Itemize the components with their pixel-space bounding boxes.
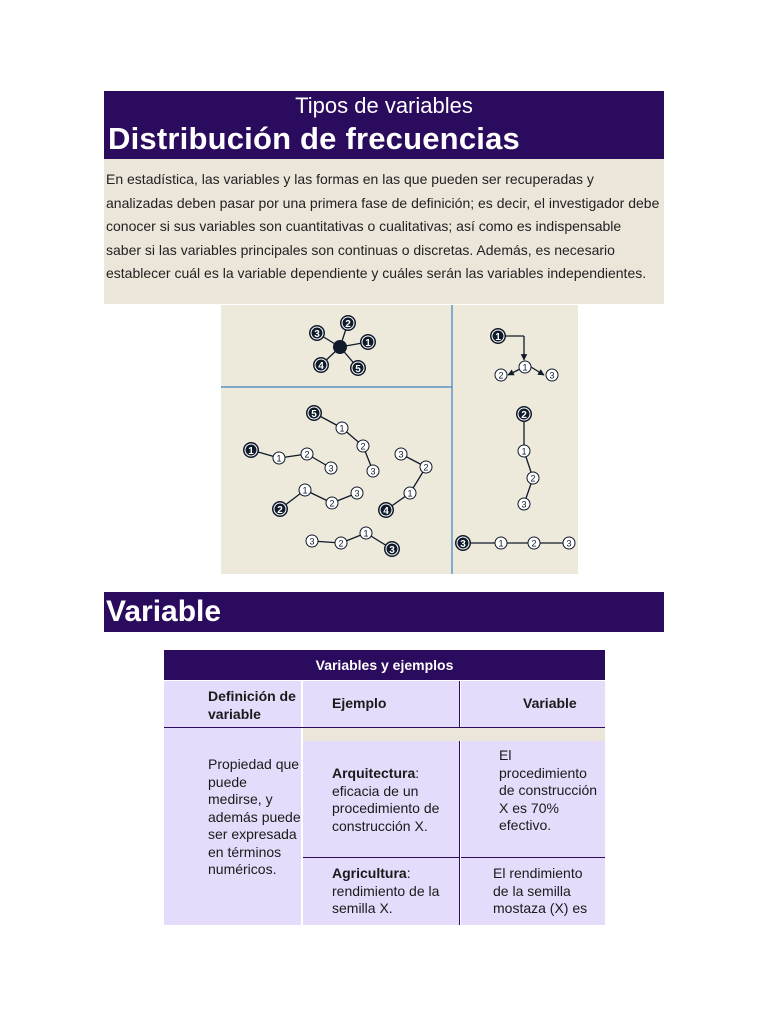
variables-diagram xyxy=(221,305,578,574)
example-cell-agricultura xyxy=(303,858,460,925)
chain-3-node xyxy=(335,537,347,549)
chain-2-node xyxy=(299,484,311,496)
vertical-chain-node xyxy=(527,472,539,484)
star-node xyxy=(340,315,356,331)
horizontal-chain-node xyxy=(455,535,471,551)
diagram-node-label: 3 xyxy=(398,449,404,460)
star-node xyxy=(313,357,329,373)
diagram-node-label: 2 xyxy=(360,441,366,452)
branch-node xyxy=(519,361,531,373)
star-hub xyxy=(333,340,347,354)
chain-2-node xyxy=(351,487,363,499)
diagram-node-label: 1 xyxy=(407,488,413,499)
diagram-node-label: 4 xyxy=(383,506,389,517)
chain-5-node xyxy=(367,465,379,477)
chain-4-node xyxy=(404,487,416,499)
page-title: Distribución de frecuencias xyxy=(108,121,520,156)
example-text: : eficacia de un procedimiento de construcción X. xyxy=(332,765,440,834)
diagram-node-label: 3 xyxy=(314,329,320,340)
branch-arrow xyxy=(531,367,544,375)
header-banner xyxy=(104,91,664,159)
diagram-node-label: 1 xyxy=(521,446,527,457)
vertical-chain-node xyxy=(518,498,530,510)
diagram-node-label: 1 xyxy=(498,538,504,549)
chain-1-node xyxy=(325,462,337,474)
chain-3-node xyxy=(360,527,372,539)
diagram-node-label: 1 xyxy=(365,338,371,349)
diagram-node-label: 2 xyxy=(338,538,344,549)
diagram-node-label: 2 xyxy=(345,319,351,330)
chain-4-node xyxy=(378,502,394,518)
chain-1-node xyxy=(273,452,285,464)
diagram-node-label: 3 xyxy=(389,545,395,556)
spacer-band xyxy=(303,728,605,741)
vertical-chain-node xyxy=(518,445,530,457)
diagram-node-label: 1 xyxy=(276,453,282,464)
example-domain: Arquitectura xyxy=(332,765,416,781)
diagram-node-label: 3 xyxy=(354,488,360,499)
intro-paragraph: En estadística, las variables y las formas en las que pueden ser recuperadas y analizadas deben pasar por una primera fase de definición; es decir, el investigador debe conocer si sus variables son cuantitativas o cualitativas; así como es indispensable saber si las variables principales son continuas o discretas. Además, es necesario establecer cuál es la variable dependiente y cuáles serán las variables independientes. xyxy=(104,159,664,304)
diagram-node-label: 1 xyxy=(302,485,308,496)
chain-4-node xyxy=(395,448,407,460)
chain-3-node xyxy=(306,535,318,547)
example-text: : rendimiento de la semilla X. xyxy=(332,865,440,916)
diagram-node-label: 2 xyxy=(423,462,429,473)
section-title: Variable xyxy=(106,595,222,628)
diagram-node-label: 2 xyxy=(530,473,536,484)
diagram-node-label: 2 xyxy=(277,505,283,516)
diagram-node-label: 2 xyxy=(498,370,504,381)
horizontal-chain-node xyxy=(495,537,507,549)
horizontal-chain-node xyxy=(528,537,540,549)
chain-1-node xyxy=(243,442,259,458)
definition-cell: Propiedad que puede medirse, y además puede ser expresada en términos numéricos. xyxy=(164,728,302,925)
diagram-node-label: 5 xyxy=(311,409,317,420)
diagram-node-label: 3 xyxy=(521,499,527,510)
chain-2-node xyxy=(326,497,338,509)
chain-5-node xyxy=(357,440,369,452)
diagram-node-label: 1 xyxy=(339,423,345,434)
star-node xyxy=(309,325,325,341)
variable-cell-agricultura: El rendimiento de la semilla mostaza (X) es xyxy=(461,858,605,925)
diagram-node-label: 4 xyxy=(318,361,324,372)
diagram-node-label: 2 xyxy=(329,498,335,509)
diagram-node-label: 3 xyxy=(328,463,334,474)
variable-cell-arquitectura: El procedimiento de construcción X es 70% efectivo. xyxy=(461,741,605,858)
diagram-node-label: 1 xyxy=(495,332,501,343)
diagram-node-label: 1 xyxy=(522,362,528,373)
page-subtitle: Tipos de variables xyxy=(295,93,473,118)
chain-3-node xyxy=(384,541,400,557)
vertical-chain-node xyxy=(516,406,532,422)
diagram-node-label: 2 xyxy=(531,538,537,549)
diagram-node-label: 3 xyxy=(460,539,466,550)
chain-2-node xyxy=(272,501,288,517)
chain-4-node xyxy=(420,461,432,473)
chain-5-node xyxy=(306,405,322,421)
diagram-node-label: 3 xyxy=(309,536,315,547)
variables-table xyxy=(164,650,605,925)
diagram-node-label: 5 xyxy=(355,364,361,375)
header-definicion: Definición de variable xyxy=(164,681,302,727)
diagram-node-label: 3 xyxy=(566,538,572,549)
branch-node xyxy=(546,369,558,381)
chain-5-node xyxy=(336,422,348,434)
diagram-node-label: 3 xyxy=(549,370,555,381)
table-caption: Variables y ejemplos xyxy=(164,650,605,680)
branch-node xyxy=(495,369,507,381)
branch-node xyxy=(490,328,506,344)
example-domain: Agricultura xyxy=(332,865,407,881)
diagram-node-label: 3 xyxy=(370,466,376,477)
diagram-node-label: 1 xyxy=(363,528,369,539)
example-cell-arquitectura xyxy=(303,741,460,858)
diagram-node-label: 1 xyxy=(248,446,254,457)
star-node xyxy=(360,334,376,350)
star-node xyxy=(350,360,366,376)
header-ejemplo: Ejemplo xyxy=(303,681,460,727)
horizontal-chain-node xyxy=(563,537,575,549)
diagram-node-label: 2 xyxy=(304,449,310,460)
chain-1-node xyxy=(301,448,313,460)
diagram-node-label: 2 xyxy=(521,410,527,421)
section-banner xyxy=(104,592,664,632)
header-variable: Variable xyxy=(461,681,605,727)
